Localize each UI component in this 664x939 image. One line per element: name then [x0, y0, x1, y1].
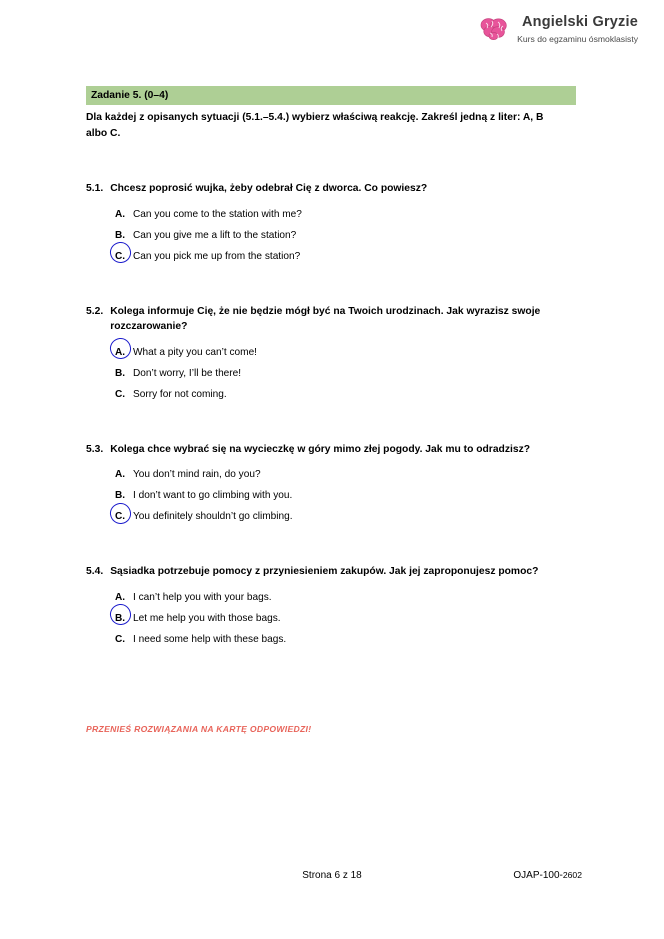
option-text: Can you pick me up from the station? [133, 250, 301, 262]
options-list [86, 587, 582, 650]
brain-icon [479, 16, 509, 42]
question-prompt: Kolega chce wybrać się na wycieczkę w góry mimo złej pogody. Jak mu to odradzisz? [110, 443, 531, 455]
option-a[interactable] [115, 587, 582, 608]
question-head [86, 304, 582, 335]
brand-title: Angielski Gryzie [521, 14, 638, 30]
option-text: I don’t want to go climbing with you. [133, 490, 293, 501]
option-text: You don’t mind rain, do you? [133, 469, 261, 480]
option-letter: B. [115, 490, 126, 501]
question-number: 5.2. [86, 305, 104, 317]
question-prompt: Chcesz poprosić wujka, żeby odebrał Cię z dworca. Co powiesz? [110, 183, 428, 194]
task-content [86, 86, 582, 650]
option-text: You definitely shouldn’t go climbing. [133, 511, 293, 522]
option-c[interactable] [115, 629, 582, 650]
page-number: Strona 6 z 18 [302, 870, 362, 881]
option-text: What a pity you can’t come! [133, 346, 257, 358]
option-text: Don’t worry, I’ll be there! [133, 367, 242, 379]
brand-text [517, 14, 638, 45]
brand-subtitle: Kurs do egzaminu ósmoklasisty [517, 34, 638, 44]
option-text: I can’t help you with your bags. [133, 591, 272, 603]
option-text: Can you come to the station with me? [133, 208, 302, 220]
question-5-1 [86, 181, 582, 267]
document-code-suffix: 2602 [562, 870, 582, 880]
option-b[interactable] [115, 225, 582, 246]
option-letter: C. [115, 246, 126, 267]
option-a[interactable] [115, 464, 582, 485]
question-head [86, 442, 582, 458]
options-list [86, 204, 582, 267]
option-c[interactable] [115, 506, 582, 527]
option-letter: A. [115, 342, 126, 363]
option-text: Let me help you with those bags. [133, 612, 281, 624]
question-number: 5.4. [86, 566, 104, 577]
document-code [513, 870, 582, 881]
option-a[interactable] [115, 342, 582, 363]
question-5-3 [86, 442, 582, 528]
task-instruction: Dla każdej z opisanych sytuacji (5.1.–5.4.) wybierz właściwą reakcję. Zakreśl jedną z liter: A, B albo C. [86, 112, 544, 139]
option-letter: C. [115, 506, 126, 527]
task-banner: Zadanie 5. (0–4) [86, 86, 576, 105]
option-text: Can you give me a lift to the station? [133, 229, 297, 241]
option-letter: B. [115, 608, 126, 629]
question-number: 5.3. [86, 443, 104, 455]
option-letter: A. [115, 469, 126, 480]
document-code-main: OJAP-100- [513, 870, 563, 881]
option-b[interactable] [115, 363, 582, 384]
brand-header [479, 14, 638, 45]
option-c[interactable] [115, 384, 582, 405]
option-letter: C. [115, 388, 126, 400]
question-number: 5.1. [86, 183, 104, 194]
option-letter: B. [115, 367, 126, 379]
selected-answer-circle [109, 337, 133, 361]
option-letter: A. [115, 591, 126, 603]
option-text: I need some help with these bags. [133, 633, 287, 645]
option-c[interactable] [115, 246, 582, 267]
question-prompt: Kolega informuje Cię, że nie będzie mógł być na Twoich urodzinach. Jak wyrazisz swoje rozczarowanie? [110, 305, 541, 332]
option-b[interactable] [115, 608, 582, 629]
option-letter: A. [115, 208, 126, 220]
option-a[interactable] [115, 204, 582, 225]
question-head [86, 181, 582, 197]
transfer-answers-note: PRZENIEŚ ROZWIĄZANIA NA KARTĘ ODPOWIEDZI! [86, 724, 312, 734]
option-letter: C. [115, 633, 126, 645]
option-text: Sorry for not coming. [133, 388, 227, 400]
options-list [86, 342, 582, 405]
option-b[interactable] [115, 485, 582, 506]
option-letter: B. [115, 229, 126, 241]
question-5-2 [86, 304, 582, 405]
question-head [86, 564, 582, 580]
question-5-4 [86, 564, 582, 650]
question-prompt: Sąsiadka potrzebuje pomocy z przyniesieniem zakupów. Jak jej zaproponujesz pomoc? [110, 566, 539, 577]
options-list [86, 464, 582, 527]
